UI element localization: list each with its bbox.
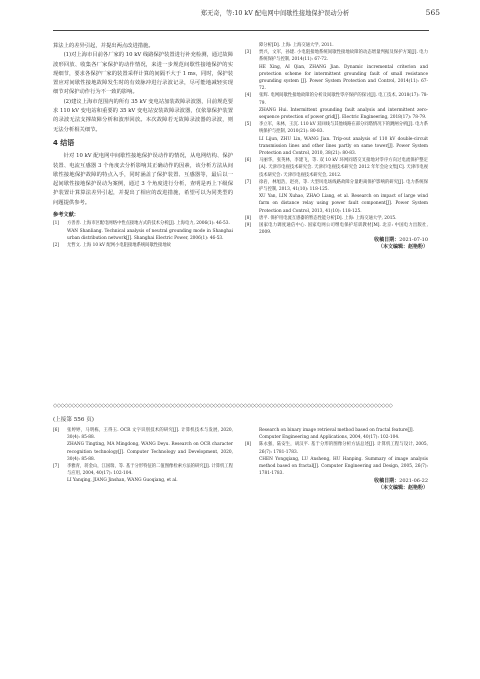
reference-zh: 李雅青，蒋金山，江国瑞，等. 基于分形特征的二值图像检索方法的研究[J]. 计算机工程与应用, 2004, 40(17): 102-104.	[67, 464, 233, 477]
reference-zh: 李立军，朱林，王沉. 110 kV 双回线与其他线路在部分同塔情况下的跳闸分析[J]. 电力系统保护与控制, 2010(21): 80-83.	[259, 122, 428, 135]
reference-zh: 马丽华，张英林，李建飞，等. 双 10 kV 环网同塔交叉接地对零序方向过电流保护整定[A]. 天津市电视技术研究会. 天津市电视技术研究会 2012 年年会论文集[C]. 天津市电视技术研究会: 天津市电视技术研究会, 2012.	[259, 158, 428, 178]
references-title: 参考文献：	[53, 212, 79, 219]
running-title: 郑无奇，等:10 kV 配电网中间歇性接地保护误动分析	[200, 10, 350, 17]
reference-item	[245, 222, 428, 236]
reference-number: [1]	[53, 221, 60, 227]
paragraph: (1)对上海市目前各厂家的 10 kV 线路保护装置进行补充检测，通过故障波形回放、收集各厂家保护的动作情况，来进一步规范间歇性接地保护的实现细节，要求各保护厂家的装置采样计算的间隔不大于 1 ms，同时，保护装置应对间歇性接地故障发生时的有效脉冲进行录波记录，尽可能地减轻实现细节对保护动作行为不一致的影响。	[53, 52, 233, 96]
reference-item	[245, 49, 428, 92]
running-header	[0, 8, 480, 26]
reference-item	[245, 215, 428, 222]
bottom-right-column	[245, 427, 428, 493]
reference-continuation: Research on binary image retrieval method based on fractal feature[J]. Computer Engineering and Applications, 2004, 40(17): 102-104.	[259, 428, 414, 441]
paragraph: (2)建议上海市范围内的所有 35 kV 变电站加装故障录波器，目前规范要求 110 kV 变电站和重要的 35 kV 变电站安装故障录波器，仅依靠保护装置的录波无法支撑故障分析和波形回放。本次故障若无故障录波器的录波，则无法分析相关细节。	[53, 98, 233, 133]
reference-en: LI Yanqing, JIANG Jinshan, WANG Guoqiang, et al.	[67, 478, 178, 484]
section-heading: 4 结语	[53, 138, 75, 147]
reference-zh: 贾兴，文军，孙建. 小电阻接地系统间歇性接地故障的动态增量判据及保护方案[J]. 电力系统保护与控制, 2014(11): 67-72.	[259, 50, 428, 63]
reference-item	[53, 220, 233, 242]
reference-number: [4]	[245, 93, 252, 99]
reference-zh: 尤哲文. 上海 10 kV 配网小电阻接地系统间歇性接地故	[67, 242, 171, 248]
reference-zh: 陈永强，陆安生，胡汉平. 基于分形的图像分析方法总述[J]. 计算机工程与设计, 2005, 26(7): 1781-1783.	[259, 442, 428, 455]
received-value: 2021-07-10	[399, 237, 428, 244]
reference-number: [7]	[245, 179, 252, 185]
reference-item	[245, 157, 428, 179]
received-label: 收稿日期：	[374, 478, 400, 485]
reference-en: LI Lijun, ZHU Lin, WANG Jian. Trip-out analysis of 110 kV double-circuit transmission lines and other lines partly on same tower[J]. Power System Protection and Control, 2010, 38(21): 80-83.	[259, 136, 428, 157]
bottom-left-column	[53, 427, 233, 485]
reference-number: [5]	[245, 122, 252, 128]
reference-number: [2]	[53, 242, 60, 248]
continued-note: (上接第 556 页)	[53, 417, 94, 423]
reference-number: [3]	[245, 50, 252, 56]
editor-note: （本文编辑：赵艳粉）	[377, 485, 428, 492]
ornamental-divider: ◇◇◇◇◇◇◇◇◇◇◇◇◇◇◇◇◇◇◇◇◇◇◇◇◇◇◇◇◇◇◇◇◇◇◇◇◇◇◇◇◇◇◇◇◇◇◇◇◇◇◇◇◇◇◇◇◇◇◇◇◇◇◇◇◇◇◇◇◇◇◇◇◇◇◇◇◇◇◇◇◇◇◇◇◇◇◇◇◇◇◇	[53, 403, 393, 409]
reference-item	[53, 463, 233, 485]
reference-item	[245, 121, 428, 157]
reference-number: [9]	[245, 223, 252, 229]
reference-number: [8]	[245, 215, 252, 221]
reference-number: [6]	[53, 428, 60, 433]
reference-zh: 国家电力调度通信中心. 国家电网公司继电保护培训教材[M]. 北京: 中国电力出版社, 2009.	[259, 223, 428, 236]
received-value: 2021-06-22	[399, 478, 428, 485]
reference-zh: 张婷婷，马明栋，王得玉. OCR 文字识别技术的研究[J]. 计算机技术与发展, 2020, 30(4): 85-88.	[67, 428, 233, 441]
reference-zh: 方善善. 上海市区配电网络中性点接地方式的技术分析[J]. 上海电力, 2006(1): 46-53.	[67, 221, 230, 227]
header-rule	[53, 30, 429, 31]
right-column	[245, 42, 428, 252]
reference-item	[245, 441, 428, 477]
paragraph: 算法上的差异引起，并提出两点改进措施。	[53, 43, 154, 49]
reference-en: ZHANG Hui. Intermittent grounding fault analysis and intermittent zero-sequence protection of power grid[J]. Electric Engineering, 2018(17): 78-79.	[259, 107, 428, 121]
paragraph: 针对 10 kV 配电网中间歇性接地保护误动作的情况，从电网结构、保护装置、电流互感器 3 个角度去分析影响其正确动作的因素，该分析方法从间歇性接地保护故障的特点入手，同时涵盖了保护装置、互感器等，最后以一起间歇性接地保护误动为案例，通过 3 个角度进行分析，查明是再上下级保护装置计算算法差异引起，并提出了相应的改进措施，希望可以为同类型的问题提供参考。	[53, 153, 233, 206]
reference-number: [8]	[245, 442, 252, 448]
reference-en: XU Yan, LIN Xuhao, ZHAO Liang, et al. Research on impact of large wind farm on distance relay using power fault component[J]. Power System Protection and Control, 2013, 41(10): 118-125.	[259, 194, 428, 214]
reference-continuation: 障分析[D]. 上海: 上海交通大学, 2011.	[259, 43, 334, 48]
page-number: 565	[425, 8, 440, 17]
reference-en: WAN Shanliang. Technical analysis of neutral grounding mode in Shanghai urban distribution network[J]. Shanghai Electric Power, 2006(1): 46-53.	[67, 228, 233, 241]
reference-item	[245, 92, 428, 121]
reference-zh: 徐岩，林旭浩，赵亮，等. 大型风电场线路故障分量距离保护影响的研究[J]. 电力系统保护与控制, 2013, 41(10): 118-125.	[259, 179, 428, 193]
reference-en: CHEN Yongqiang, LU Ansheng, HU Hanping. Summary of image analysis method based on fractal[J]. Computer Engineering and Design, 2005, 26(7): 1781-1783.	[259, 456, 428, 477]
editor-note: （本文编辑：赵艳粉）	[377, 244, 428, 251]
reference-en: HE Xing, AI Qian, ZHANG Jian. Dynamic incremental criterion and protection scheme for intermittent grounding fault of small resistance grounding system [J]. Power System Protection and Control, 2014(11): 67-72.	[259, 64, 428, 92]
reference-item	[53, 427, 233, 463]
reference-number: [7]	[53, 464, 60, 470]
reference-item	[245, 179, 428, 215]
reference-item	[53, 242, 233, 249]
reference-en: ZHANG Tingting, MA Mingdong, WANG Deyu. Research on OCR character recognition technology[J]. Computer Technology and Development, 2020, 30(4): 85-88.	[67, 442, 233, 462]
received-label: 收稿日期：	[374, 237, 400, 244]
reference-zh: 唐平. 保护用电流互感器的暂态性能分析[D]. 上海: 上海交通大学, 2015.	[259, 215, 397, 221]
left-column	[53, 42, 233, 249]
reference-list	[53, 220, 233, 249]
reference-zh: 张辉. 电网间歇性接地故障的分析及间歇性零序保护的探讨[J]. 电工技术, 2018(17): 78-79.	[259, 93, 428, 106]
reference-number: [6]	[245, 158, 252, 164]
